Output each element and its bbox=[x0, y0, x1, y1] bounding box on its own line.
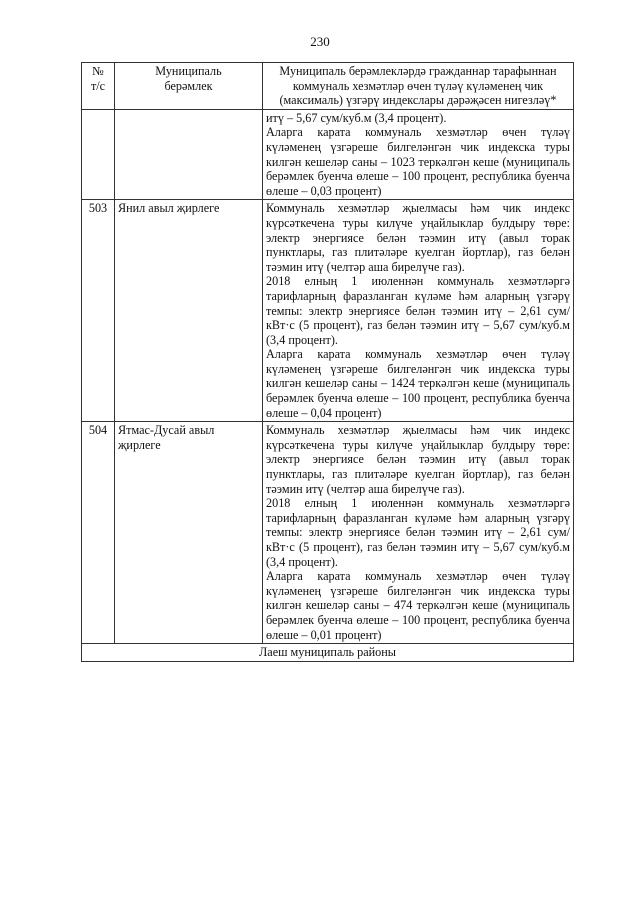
description-paragraph: 2018 елның 1 июленнән коммуналь хезмәтләргә тарифларның фаразланган күләме һәм аларның үзгәрү темпы: электр энергиясе белән тәэмин итү – 2,61 сум/кВт·с (5 процент), газ белән тәэмин итү – 5,67 сум/куб.м (3,4 процент). bbox=[266, 274, 570, 347]
row-description bbox=[263, 422, 574, 644]
row-number: 504 bbox=[82, 422, 115, 644]
description-paragraph: Аларга карата коммуналь хезмәтләр өчен түләү күләменең үзгәреше билгеләнгән чик индекска туры килгән кешеләр саны – 1023 теркәлгән кеше (муниципаль берәмлек буенча өлеше – 100 процент, республика буенча өлеше – 0,03 процент) bbox=[266, 125, 570, 198]
description-paragraph: Коммуналь хезмәтләр җыелмасы һәм чик индекс күрсәткечена туры килүче уңайлыклар булдыру төре: электр энергиясе белән тәэмин итү (авыл торак пунктлары, газ плитәләре куелган йортлар), газ белән тәэмин итү (челтәр аша бирелүче газ). bbox=[266, 423, 570, 496]
row-municipality: Ятмас-Дусай авыл җирлеге bbox=[115, 422, 263, 644]
region-heading-row bbox=[82, 644, 574, 662]
tariff-index-table bbox=[81, 62, 574, 662]
header-number: № т/с bbox=[82, 63, 115, 110]
description-paragraph: итү – 5,67 сум/куб.м (3,4 процент). bbox=[266, 110, 447, 125]
header-description: Муниципаль берәмлекләрдә гражданнар тарафыннан коммуналь хезмәтләр өчен түләү күләменең чик (максималь) үзгәрү индекслары дәрәҗәсен нигезләү* bbox=[263, 63, 574, 110]
header-municipality: Муниципаль берәмлек bbox=[115, 63, 263, 110]
page-number: 230 bbox=[310, 34, 330, 49]
table-row-503 bbox=[82, 200, 574, 422]
region-heading: Лаеш муниципаль районы bbox=[82, 644, 574, 662]
table-row-continuation bbox=[82, 109, 574, 200]
description-paragraph: Аларга карата коммуналь хезмәтләр өчен түләү күләменең үзгәреше билгеләнгән чик индекска туры килгән кешеләр саны – 1424 теркәлгән кеше (муниципаль берәмлек буенча өлеше – 100 процент, республика буенча өлеше – 0,04 процент) bbox=[266, 347, 570, 420]
description-paragraph: Коммуналь хезмәтләр җыелмасы һәм чик индекс күрсәткечена туры килүче уңайлыклар булдыру төре: электр энергиясе белән тәэмин итү (авыл торак пунктлары, газ плитәләре куелган йортлар), газ белән тәэмин итү (челтәр аша бирелүче газ). bbox=[266, 201, 570, 274]
description-paragraph: Аларга карата коммуналь хезмәтләр өчен түләү күләменең үзгәреше билгеләнгән чик индекска туры килгән кешеләр саны – 474 теркәлгән кеше (муниципаль берәмлек буенча өлеше – 100 процент, республика буенча өлеше – 0,01 процент) bbox=[266, 569, 570, 642]
row-number: 503 bbox=[82, 200, 115, 422]
table-header-row bbox=[82, 63, 574, 110]
description-paragraph: 2018 елның 1 июленнән коммуналь хезмәтләргә тарифларның фаразланган күләме һәм аларның үзгәрү темпы: электр энергиясе белән тәэмин итү – 2,61 сум/кВт·с (5 процент), газ белән тәэмин итү – 5,67 сум/куб.м (3,4 процент). bbox=[266, 496, 570, 569]
table-row-504 bbox=[82, 422, 574, 644]
row-description bbox=[263, 200, 574, 422]
row-number bbox=[82, 109, 115, 200]
row-municipality: Янил авыл җирлеге bbox=[115, 200, 263, 422]
row-municipality bbox=[115, 109, 263, 200]
row-description bbox=[263, 109, 574, 200]
